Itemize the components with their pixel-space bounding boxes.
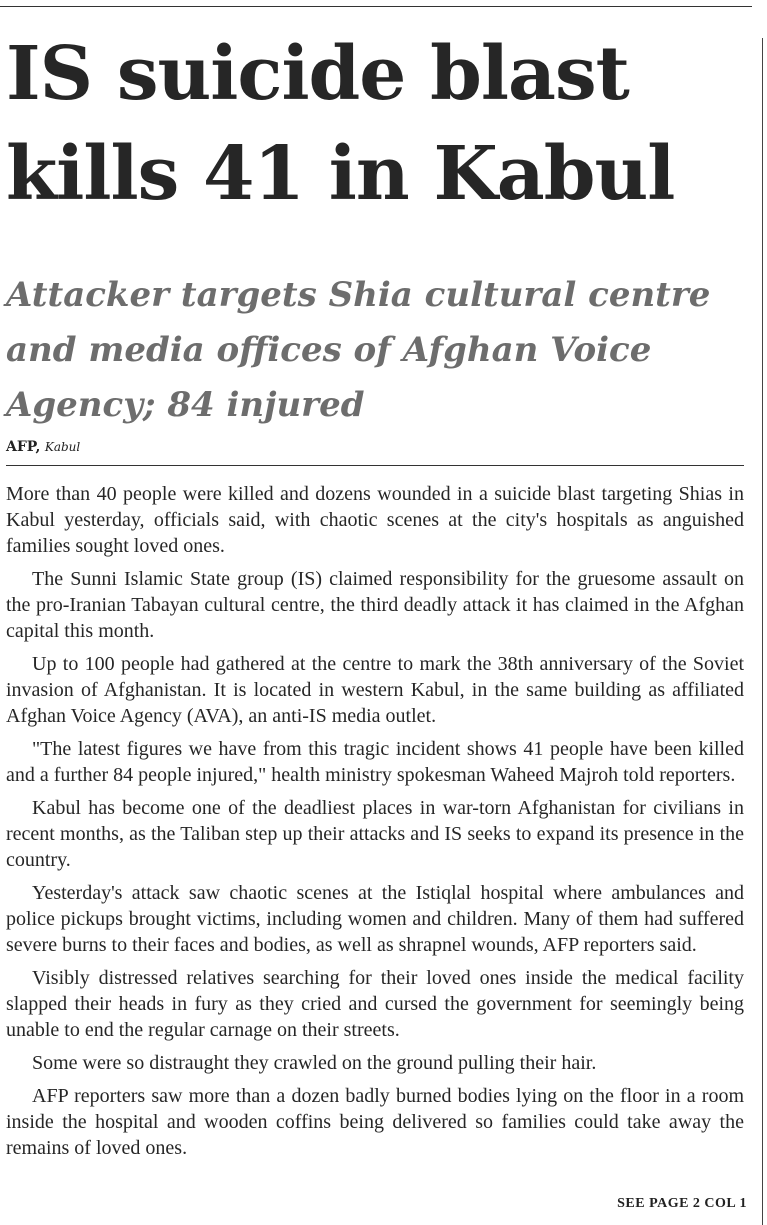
- article-paragraph: The Sunni Islamic State group (IS) claimed responsibility for the gruesome assault on the pro-Iranian Tabayan cultural centre, the third deadly attack it has claimed in the Afghan capital this month.: [6, 568, 744, 642]
- byline: [6, 437, 80, 457]
- article-paragraph: Some were so distraught they crawled on the ground pulling their hair.: [32, 1052, 597, 1074]
- article-paragraph: Up to 100 people had gathered at the centre to mark the 38th anniversary of the Soviet invasion of Afghanistan. It is located in western Kabul, in the same building as affiliated Afghan Voice Agency (AVA), an anti-IS media outlet.: [6, 653, 744, 727]
- article-paragraph: More than 40 people were killed and dozens wounded in a suicide blast targeting Shias in Kabul yesterday, officials said, with chaotic scenes at the city's hospitals as anguished families sought loved ones.: [6, 483, 744, 557]
- continuation-link[interactable]: SEE PAGE 2 COL 1: [617, 1196, 747, 1211]
- article-paragraph: Visibly distressed relatives searching for their loved ones inside the medical facility slapped their heads in fury as they cried and cursed the government for seemingly being unable to end the regular carnage on their streets.: [6, 967, 744, 1041]
- article-paragraph: "The latest figures we have from this tragic incident shows 41 people have been killed and a further 84 people injured," health ministry spokesman Waheed Majroh told reporters.: [6, 738, 744, 786]
- top-rule: [0, 6, 752, 7]
- byline-agency: AFP,: [6, 439, 41, 455]
- byline-location: Kabul: [44, 440, 81, 454]
- article-paragraph: Yesterday's attack saw chaotic scenes at the Istiqlal hospital where ambulances and police pickups brought victims, including women and children. Many of them had suffered severe burns to their faces and bodies, as well as shrapnel wounds, AFP reporters said.: [6, 882, 744, 956]
- byline-rule: [6, 465, 744, 466]
- article-paragraph: AFP reporters saw more than a dozen badly burned bodies lying on the floor in a room inside the hospital and wooden coffins being delivered so families could take away the remains of loved ones.: [6, 1085, 744, 1159]
- headline: IS suicide blast kills 41 in Kabul: [6, 31, 675, 217]
- column-rule: [762, 38, 763, 1225]
- article-paragraph: Kabul has become one of the deadliest places in war-torn Afghanistan for civilians in recent months, as the Taliban step up their attacks and IS seeks to expand its presence in the country.: [6, 797, 744, 871]
- article-body: [6, 481, 744, 1168]
- subheadline: Attacker targets Shia cultural centre and media offices of Afghan Voice Agency; 84 injured: [6, 275, 711, 425]
